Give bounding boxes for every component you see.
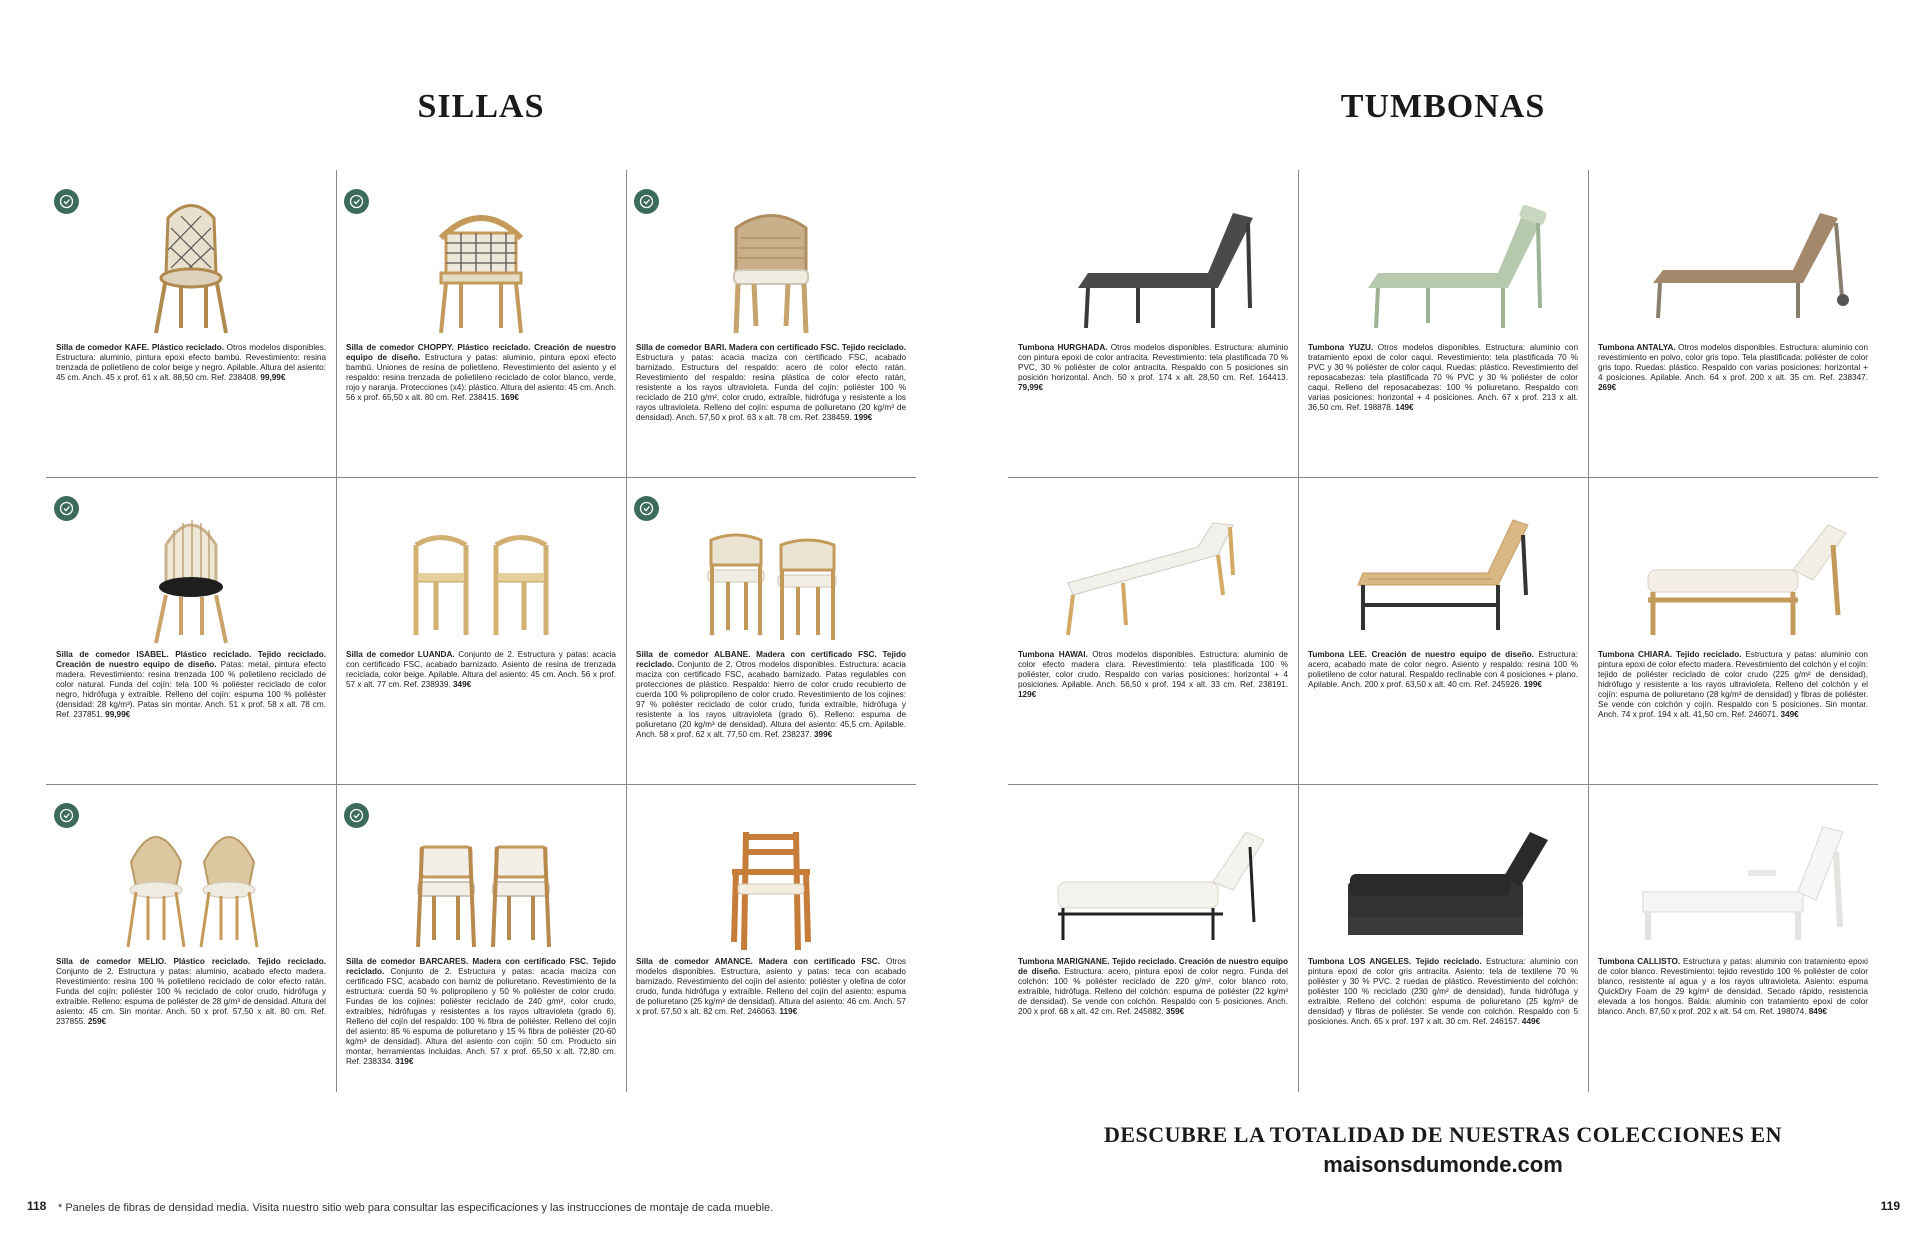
product-name: Silla de comedor ALBANE. Madera con certificado FSC. Tejido reciclado.	[636, 650, 906, 669]
product-specs: Otros modelos disponibles. Estructura: aluminio con tratamiento epoxi de color caqui. Revestimiento: tela plastificada 70 % PVC y 30 % poliéster de color caqui. Ruedas: plástico. Revestimiento del reposacabezas: tela plastificada 70 % PVC y 30 % poliéster de color caqui. Relleno del reposacabezas: 100 % poliuretano. Respaldo con varias posiciones: horizontal + 4 posiciones. Anch. 67 x prof. 213 x alt. 36,50 cm. Ref. 198878.	[1308, 343, 1578, 412]
section-title-sillas: SILLAS	[417, 88, 545, 125]
product-price: 269€	[1598, 383, 1617, 392]
product-description	[56, 650, 326, 720]
product-price: 199€	[854, 413, 873, 422]
product-name: Silla de comedor AMANCE. Madera con certificado FSC.	[636, 957, 880, 966]
product-description	[636, 957, 906, 1017]
product-specs: Conjunto de 2. Estructura y patas: aluminio, acabado efecto madera. Revestimiento: resina 100 % polietileno reciclado de color efecto ratán. Funda del cojín: poliéster 100 % reciclado de color crudo, hidrófuga y extraíble. Relleno: espuma de poliéster de 28 g/m³ de densidad. Altura del asiento: 45 cm. Sin montar. Anch. 50 x prof. 57,50 x alt. 80 cm. Ref. 237855.	[56, 967, 326, 1026]
product-description	[1018, 343, 1288, 393]
product-image	[56, 178, 326, 340]
product-name: Silla de comedor MELIO. Plástico reciclado. Tejido reciclado.	[56, 957, 326, 966]
product-specs: Estructura: aluminio con pintura epoxi de color gris antracita. Asiento: tela de textilene 70 % poliéster y 30 % PVC. 2 ruedas de plástico. Revestimiento del colchón: poliéster 100 % reciclado (230 g/m² de densidad), funda hidrófuga y extraíble. Relleno del colchón: espuma de poliuretano (25 kg/m³ de densidad) y fibras de poliéster. Se vende con colchón. Respaldo con 5 posiciones. Anch. 65 x prof. 197 x alt. 30 cm. Ref. 246157.	[1308, 957, 1578, 1026]
product-specs: Otros modelos disponibles. Estructura: aluminio, pintura epoxi efecto bambú. Revestimiento: resina trenzada de polietileno de color beige y negro. Apilable. Altura del asiento: 45 cm. Anch. 45 x prof. 61 x alt. 88,50 cm. Ref. 238408.	[56, 343, 326, 382]
product-description	[346, 957, 616, 1067]
product-card	[1298, 477, 1588, 784]
product-card	[1008, 784, 1298, 1091]
product-name: Tumbona LOS ANGELES. Tejido reciclado.	[1308, 957, 1482, 966]
product-name: Silla de comedor BARI. Madera con certificado FSC. Tejido reciclado.	[636, 343, 906, 352]
product-price: 99,99€	[105, 710, 131, 719]
product-description	[1308, 957, 1578, 1027]
product-image	[1308, 178, 1578, 340]
row-divider	[1008, 784, 1878, 785]
product-specs: Otros modelos disponibles. Estructura: aluminio con revestimiento en polvo, color gris topo. Tela plastificada: poliéster de color gris topo. Ruedas: plástico. Respaldo con varias posiciones: horizontal + 4 posiciones. Apilable. Anch. 64 x prof. 200 x alt. 35 cm. Ref. 238347.	[1598, 343, 1868, 382]
product-price: 319€	[395, 1057, 414, 1066]
product-description	[346, 343, 616, 403]
product-description	[1308, 343, 1578, 413]
product-name: Tumbona HAWAI.	[1018, 650, 1088, 659]
product-image	[1018, 178, 1288, 340]
product-description	[346, 650, 616, 690]
cta-headline: DESCUBRE LA TOTALIDAD DE NUESTRAS COLECCIONES EN	[1103, 1122, 1783, 1147]
product-name: Tumbona MARIGNANE. Tejido reciclado. Creación de nuestro equipo de diseño.	[1018, 957, 1288, 976]
product-card	[1588, 477, 1878, 784]
product-name: Silla de comedor ISABEL. Plástico reciclado. Tejido reciclado. Creación de nuestro equipo de diseño.	[56, 650, 326, 669]
product-image	[56, 792, 326, 954]
product-price: 199€	[1523, 680, 1542, 689]
product-price: 349€	[452, 680, 472, 689]
column-divider	[1588, 170, 1589, 1092]
product-description	[1018, 650, 1288, 700]
column-divider	[336, 170, 337, 1092]
product-name: Silla de comedor BARCARES. Madera con certificado FSC. Tejido reciclado.	[346, 957, 616, 976]
product-price: 79,99€	[1018, 383, 1044, 392]
product-price: 449€	[1521, 1017, 1541, 1026]
product-name: Tumbona HURGHADA.	[1018, 343, 1108, 352]
product-card	[46, 170, 336, 477]
product-specs: Conjunto de 2. Otros modelos disponibles. Estructura: acacia maciza con certificado FSC, acabado barnizado. Patas regulables con protecciones de plástico. Respaldo: hierro de color crudo recubierto de cuerda 100 % polipropileno de color crudo. Revestimiento de los cojines: 97 % poliéster reciclado de color crudo, funda extraíble, hidrófuga y resistente a los rayos ultravioleta (grado 6). Relleno: espuma de poliuretano (20 kg/m³ de densidad). Altura del asiento: 45,5 cm. Apilable. Anch. 58 x prof. 62 x alt. 77,50 cm. Ref. 238237.	[636, 660, 906, 739]
product-price: 99,99€	[260, 373, 286, 382]
section-title-tumbonas: TUMBONAS	[1340, 88, 1546, 125]
product-image	[1018, 792, 1288, 954]
product-image	[1598, 178, 1868, 340]
product-specs: Estructura y patas: aluminio con tratamiento epoxi de color blanco. Revestimiento: tejido revestido 100 % poliéster de color blanco, resistente al agua y a los rayos ultravioleta. Asiento: espuma QuickDry Foam de 29 kg/m³ de densidad. Secado rápido, resistencia elevada a los hongos. Balda: aluminio con tratamiento epoxi de color blanco. Anch. 87,50 x prof. 202 x alt. 54 cm. Ref. 198074.	[1598, 957, 1868, 1016]
product-card	[626, 784, 916, 1091]
row-divider	[1008, 477, 1878, 478]
product-specs: Estructura y patas: aluminio con pintura epoxi de color efecto madera. Revestimiento del colchón y el cojín: tejido de poliéster reciclado de color crudo (225 g/m² de densidad), hidrófugo y resistente a los rayos ultravioleta. Relleno del colchón y el cojín: espuma de poliuretano (28 kg/m³ de densidad) y fibras de poliéster. Se vende con colchón y cojín. Respaldo con 5 posiciones. Sin montar. Anch. 74 x prof. 194 x alt. 41,50 cm. Ref. 246071.	[1598, 650, 1868, 719]
product-price: 149€	[1395, 403, 1414, 412]
product-image	[1308, 485, 1578, 647]
product-image	[636, 485, 906, 647]
product-specs: Estructura y patas: aluminio, pintura epoxi efecto bambú. Uniones de resina de polietileno. Revestimiento del asiento y el respaldo: resina trenzada de polietileno reciclado de color blanco, verde, rojo y naranja. Protecciones (x4): plástico. Altura del asiento: 45 cm. Anch. 56 x prof. 65,50 x alt. 80 cm. Ref. 238415.	[346, 353, 617, 402]
product-card	[626, 477, 916, 784]
product-image	[636, 178, 906, 340]
product-card	[336, 170, 626, 477]
product-name: Tumbona LEE. Creación de nuestro equipo de diseño.	[1308, 650, 1534, 659]
product-card	[1298, 784, 1588, 1091]
product-card	[1298, 170, 1588, 477]
product-image	[1308, 792, 1578, 954]
product-specs: Patas: metal, pintura efecto madera. Revestimiento: resina trenzada 100 % polietileno reciclado de color natural. Funda del cojín: tela 100 % poliéster reciclado de color negro, hidrófuga y extraíble. Relleno del cojín: espuma 100 % poliéster (densidad: 28 kg/m³). Patas sin montar. Anch. 51 x prof. 58 x alt. 78 cm. Ref. 237851.	[56, 660, 326, 719]
product-image	[56, 485, 326, 647]
product-description	[1308, 650, 1578, 690]
product-image	[346, 792, 616, 954]
footnote: * Paneles de fibras de densidad media. Visita nuestro sitio web para consultar las especificaciones y las instrucciones de montaje de cada mueble.	[58, 1202, 774, 1214]
product-card	[1588, 170, 1878, 477]
product-price: 849€	[1808, 1007, 1827, 1016]
row-divider	[46, 784, 916, 785]
product-image	[346, 485, 616, 647]
product-image	[636, 792, 906, 954]
product-card	[336, 477, 626, 784]
product-image	[1018, 485, 1288, 647]
product-price: 129€	[1018, 690, 1037, 699]
loungers-grid	[1008, 170, 1878, 1092]
product-specs: Conjunto de 2. Estructura y patas: acacia maciza con certificado FSC, acabado con barniz de poliuretano. Revestimiento de la estructura: cuerda 50 % polipropileno y 50 % poliéster de color crudo. Fundas de los cojines: poliéster reciclado de 240 g/m², color crudo, extraíbles, hidrófugas y resistentes a los rayos ultravioleta (grado 6). Relleno del cojín del respaldo: 100 % fibra de poliéster. Relleno del cojín del asiento: 85 % espuma de poliuretano y 15 % fibra de poliéster (20-60 kg/m³ de densidad). Altura del asiento con cojín: 50 cm. Producto sin montar, herramientas incluidas. Anch. 57 x prof. 65,50 x alt. 72,80 cm. Ref. 238334.	[346, 967, 616, 1066]
website-link[interactable]: maisonsdumonde.com	[1323, 1152, 1563, 1177]
product-image	[1598, 485, 1868, 647]
product-name: Tumbona ANTALYA.	[1598, 343, 1676, 352]
product-price: 349€	[1780, 710, 1799, 719]
product-description	[1018, 957, 1288, 1017]
product-card	[1008, 477, 1298, 784]
product-specs: Otros modelos disponibles. Estructura: aluminio de color efecto madera clara. Revestimiento: tela plastificada 100 % poliéster, color crudo. Respaldo con varias posiciones: horizontal + 4 posiciones. Apilable. Anch. 56,50 x prof. 194 x alt. 33 cm. Ref. 238191.	[1018, 650, 1288, 689]
product-specs: Estructura y patas: acacia maciza con certificado FSC, acabado barnizado. Estructura del respaldo: acero de color efecto ratán. Revestimiento del respaldo: resina plástica de color efecto ratán, resistente a los rayos ultravioleta. Funda del cojín: poliéster 100 % reciclado de 210 g/m², color crudo, extraíble, hidrófuga y resistente a los rayos ultravioleta. Relleno del cojín: espuma de poliuretano (20 kg/m³ de densidad). Anch. 57,50 x prof. 63 x alt. 78 cm. Ref. 238459.	[636, 353, 906, 422]
chairs-grid	[46, 170, 916, 1092]
row-divider	[46, 477, 916, 478]
product-description	[1598, 650, 1868, 720]
page-number-right: 119	[1880, 1199, 1900, 1213]
product-specs: Otros modelos disponibles. Estructura: aluminio con pintura epoxi de color antracita. Revestimiento: tela plastificada 70 % PVC, 30 % poliéster de color antracita. Respaldo con 5 posiciones sin posición horizontal. Anch. 50 x prof. 174 x alt. 28,50 cm. Ref. 164413.	[1018, 343, 1289, 382]
product-description	[636, 343, 906, 423]
product-specs: Otros modelos disponibles. Estructura, asiento y patas: teca con acabado barnizado. Revestimiento del cojín del asiento: poliéster y olefina de color crudo, funda hidrófuga y extraíble. Relleno del cojín del asiento: espuma de poliuretano (25 kg/m³ de densidad). Altura del asiento: 46 cm. Anch. 57 x prof. 57,50 x alt. 82 cm. Ref. 246063.	[636, 957, 906, 1016]
product-name: Silla de comedor KAFE. Plástico reciclado.	[56, 343, 225, 352]
product-name: Tumbona CHIARA. Tejido reciclado.	[1598, 650, 1742, 659]
product-price: 119€	[779, 1007, 798, 1016]
product-specs: Conjunto de 2. Estructura y patas: acacia con certificado FSC, acabado barnizado. Asiento de resina de trenzada reciclada, color beige. Apilable. Altura del asiento: 45 cm. Anch. 56 x prof. 57 x alt. 77 cm. Ref. 238939.	[346, 650, 616, 689]
product-card	[1008, 170, 1298, 477]
page-number-left: 118	[27, 1199, 47, 1213]
product-name: Silla de comedor CHOPPY. Plástico reciclado. Creación de nuestro equipo de diseño.	[346, 343, 616, 362]
product-description	[56, 957, 326, 1027]
product-card	[626, 170, 916, 477]
product-card	[46, 477, 336, 784]
product-name: Tumbona YUZU.	[1308, 343, 1374, 352]
product-image	[346, 178, 616, 340]
product-card	[1588, 784, 1878, 1091]
collections-cta	[1008, 1122, 1878, 1178]
product-specs: Estructura: acero, pintura epoxi de color negro. Funda del colchón: 100 % poliéster reciclado de 220 g/m², color blanco roto, extraíble, hidrófuga. Relleno del colchón: espuma de poliéster (22 kg/m³ de densidad). Se vende con colchón. Respaldo con 5 posiciones. Anch. 200 x prof. 68 x alt. 42 cm. Ref. 245882.	[1018, 967, 1288, 1016]
product-name: Silla de comedor LUANDA.	[346, 650, 455, 659]
product-description	[1598, 957, 1868, 1017]
product-price: 259€	[87, 1017, 107, 1026]
product-price: 359€	[1165, 1007, 1185, 1016]
product-price: 169€	[500, 393, 519, 402]
column-divider	[1298, 170, 1299, 1092]
product-price: 399€	[813, 730, 833, 739]
product-specs: Estructura: acero, acabado mate de color negro. Asiento y respaldo: resina 100 % polietileno de color natural. Respaldo reclinable con 4 posiciones + plano. Apilable. Anch. 200 x prof. 63,50 x alt. 40 cm. Ref. 245926.	[1308, 650, 1578, 689]
product-name: Tumbona CALLISTO.	[1598, 957, 1681, 966]
product-image	[1598, 792, 1868, 954]
product-description	[636, 650, 906, 740]
product-card	[46, 784, 336, 1091]
product-description	[1598, 343, 1868, 393]
product-card	[336, 784, 626, 1091]
column-divider	[626, 170, 627, 1092]
product-description	[56, 343, 326, 383]
